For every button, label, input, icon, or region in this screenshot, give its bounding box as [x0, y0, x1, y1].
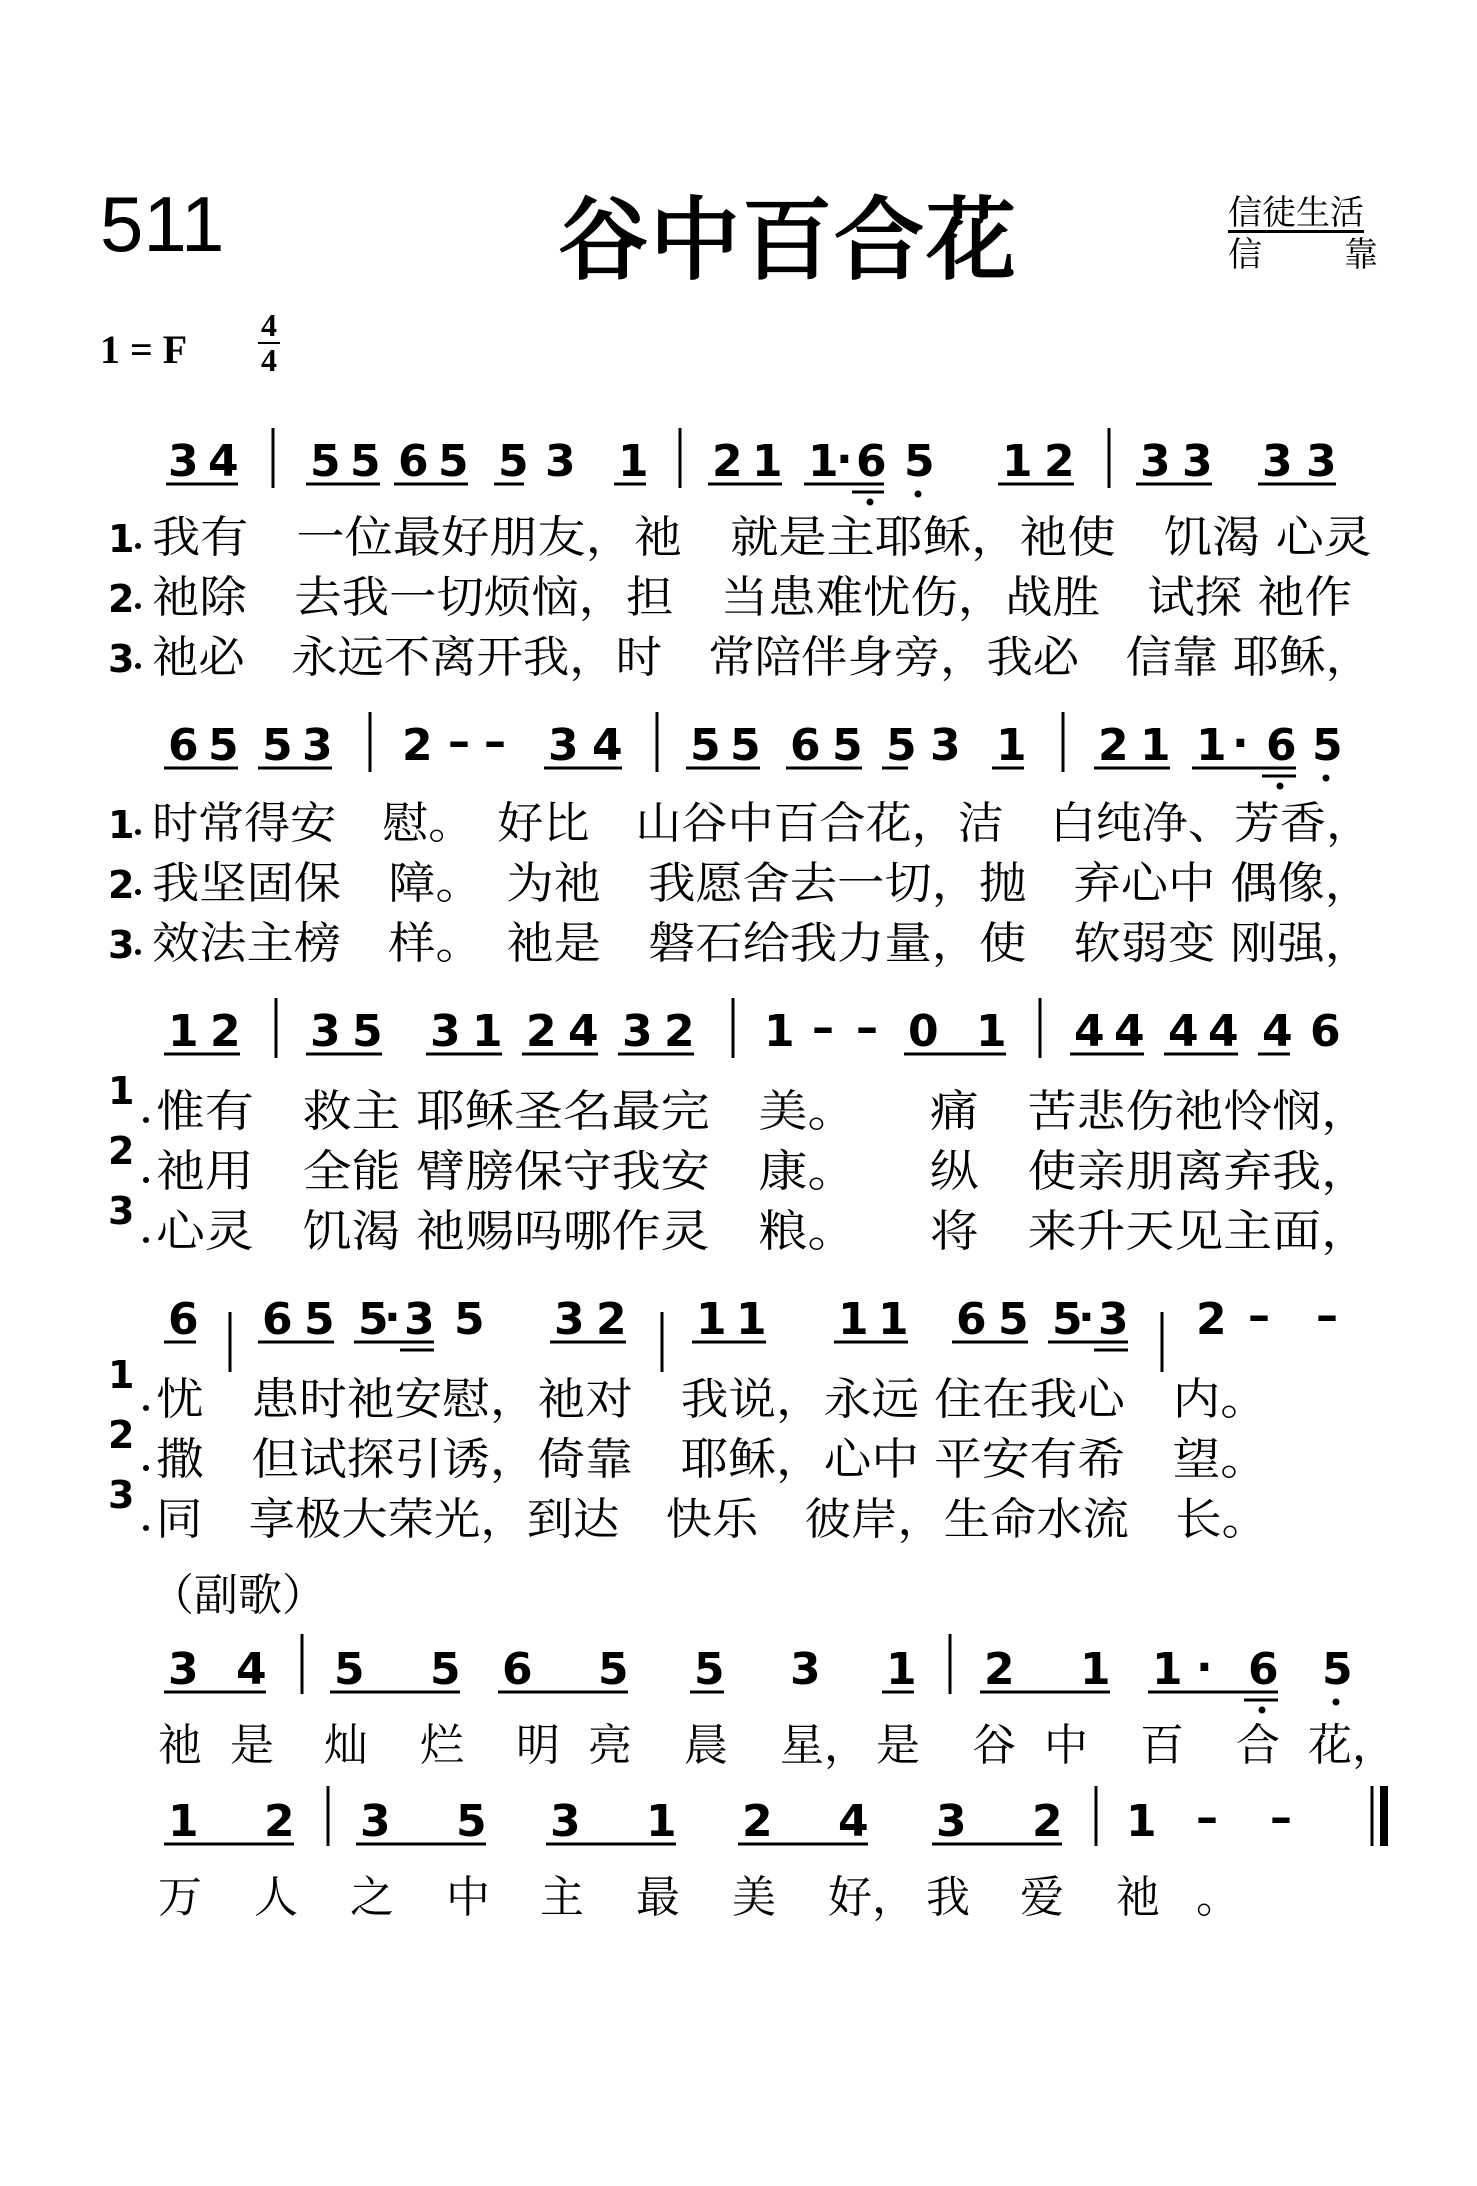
notation-row-2	[164, 712, 1343, 790]
octave-dot	[1259, 1707, 1266, 1714]
note: 3	[622, 1006, 653, 1057]
verse-dot	[143, 1117, 149, 1123]
note: 5	[730, 720, 761, 771]
lyric-line: 心灵 饥渴 祂赐吗哪作灵 粮。 将 来升天见主面，	[156, 1206, 1370, 1257]
lyric-line: 祂用 全能 臂膀保守我安 康。 纵 使亲朋离弃我，	[156, 1146, 1370, 1197]
dot: ·	[1196, 1642, 1213, 1693]
note: 6	[1248, 1644, 1279, 1695]
note: 4	[592, 720, 623, 771]
note: 1	[1126, 1796, 1157, 1847]
note: 6	[956, 1294, 987, 1345]
note: 3	[1262, 436, 1293, 487]
lyric-line: 我坚固保 障。 为祂 我愿舍去一切，抛 弃心中 偶像，	[152, 858, 1372, 909]
note: 2	[402, 720, 433, 771]
lyric-line: 我有 一位最好朋友，祂 就是主耶稣，祂使 饥渴 心灵	[152, 512, 1372, 563]
note: 4	[1208, 1006, 1239, 1057]
notation-row-3	[164, 998, 1341, 1058]
note: 3	[168, 436, 199, 487]
note: 3	[1306, 436, 1337, 487]
chorus-lyrics-2	[158, 1872, 1240, 1923]
verse-dot	[143, 1465, 149, 1471]
note: 1	[646, 1796, 677, 1847]
dash: –	[1248, 1290, 1270, 1341]
note: 5	[998, 1294, 1029, 1345]
category-char: 靠	[1344, 235, 1378, 275]
dot: ·	[1078, 1292, 1095, 1343]
lyric-line: 忧 患时祂安慰，祂对 我说，永远 住在我心 内。	[156, 1374, 1268, 1425]
lyric: 美	[732, 1872, 776, 1923]
note: 3	[930, 720, 961, 771]
lyric: 亮	[588, 1720, 632, 1771]
note: 3	[360, 1796, 391, 1847]
note: 2	[664, 1006, 695, 1057]
lyric: 祂	[158, 1720, 202, 1771]
note: 3	[554, 1294, 585, 1345]
lyric-line: 效法主榜 样。 祂是 磐石给我力量，使 软弱变 刚强，	[152, 918, 1372, 969]
note: 1	[472, 1006, 503, 1057]
note: 3	[1182, 436, 1213, 487]
lyric: 是	[876, 1720, 920, 1771]
octave-dot	[1277, 783, 1284, 790]
note: 5	[1312, 720, 1343, 771]
note: 5	[694, 1644, 725, 1695]
lyric: 谷	[972, 1720, 1016, 1771]
note: 2	[1196, 1294, 1227, 1345]
lyric: 主	[540, 1872, 584, 1923]
note: 1	[696, 1294, 727, 1345]
note: 4	[1262, 1006, 1293, 1057]
verse-number: 2	[108, 1413, 135, 1457]
note: 1	[1196, 720, 1227, 771]
verse-dot	[143, 1177, 149, 1183]
note: 3	[404, 1294, 435, 1345]
lyric: 灿	[324, 1720, 368, 1771]
note: 5	[438, 436, 469, 487]
note: 3	[550, 1796, 581, 1847]
octave-dot	[915, 491, 922, 498]
lyric: 星，	[780, 1720, 868, 1771]
note: 1	[878, 1294, 909, 1345]
dash: –	[1316, 1290, 1338, 1341]
verse-dot	[143, 1237, 149, 1243]
verse-number: 1	[108, 1069, 135, 1113]
hymn-source: 信徒生活	[1228, 193, 1364, 233]
note: 3	[936, 1796, 967, 1847]
note: 4	[1114, 1006, 1145, 1057]
note: 2	[742, 1796, 773, 1847]
note: 5	[498, 436, 529, 487]
dash: –	[448, 716, 470, 767]
note: 5	[334, 1644, 365, 1695]
note: 2	[1044, 436, 1075, 487]
note: 2	[526, 1006, 557, 1057]
verse-number: 1	[108, 803, 135, 847]
lyric: 合	[1236, 1720, 1280, 1771]
octave-dot	[1333, 1699, 1340, 1706]
note: 4	[838, 1796, 869, 1847]
note: 5	[350, 436, 381, 487]
note: 1	[752, 436, 783, 487]
note: 1	[1002, 436, 1033, 487]
verse-dot	[135, 663, 141, 669]
note: 5	[886, 720, 917, 771]
note: 2	[1032, 1796, 1063, 1847]
dot: ·	[836, 434, 853, 485]
lyric: 爱	[1020, 1872, 1064, 1923]
verse-number: 3	[108, 923, 135, 967]
note: 3	[1098, 1294, 1129, 1345]
verse-dot	[135, 889, 141, 895]
note: 3	[548, 720, 579, 771]
note: 3	[790, 1644, 821, 1695]
note: 1	[1140, 720, 1171, 771]
note: 3	[168, 1644, 199, 1695]
lyrics-row-3	[108, 1069, 1370, 1257]
verse-dot	[143, 1405, 149, 1411]
note: 6	[856, 436, 887, 487]
lyric: 中	[446, 1872, 490, 1923]
verse-number: 2	[108, 863, 135, 907]
dot: ·	[1232, 718, 1249, 769]
lyrics-row-1	[108, 512, 1372, 683]
dash: –	[1270, 1792, 1292, 1843]
verse-dot	[135, 543, 141, 549]
note: 5	[310, 436, 341, 487]
note: 5	[690, 720, 721, 771]
note: 2	[210, 1006, 241, 1057]
note: 6	[502, 1644, 533, 1695]
chorus-label: （副歌）	[150, 1570, 326, 1621]
note: 4	[1168, 1006, 1199, 1057]
note: 1	[996, 720, 1027, 771]
note: 1	[764, 1006, 795, 1057]
note: 4	[568, 1006, 599, 1057]
lyric: 烂	[420, 1720, 464, 1771]
chorus-notation-2	[164, 1786, 1384, 1847]
note: 1	[1152, 1644, 1183, 1695]
note: 6	[398, 436, 429, 487]
verse-number: 3	[108, 1473, 135, 1517]
note: 5	[262, 720, 293, 771]
note: 5	[456, 1796, 487, 1847]
note: 6	[262, 1294, 293, 1345]
hymn-title: 谷中百合花	[558, 188, 1018, 293]
note: 5	[304, 1294, 335, 1345]
lyric: 百	[1140, 1720, 1184, 1771]
lyric: 晨	[684, 1720, 728, 1771]
dash: –	[856, 1002, 878, 1053]
note: 1	[1080, 1644, 1111, 1695]
time-signature-bottom: 4	[261, 342, 277, 379]
lyric: 我	[926, 1872, 970, 1923]
note: 6	[790, 720, 821, 771]
dash: –	[1196, 1792, 1218, 1843]
note: 1	[168, 1006, 199, 1057]
note: 1	[168, 1796, 199, 1847]
note: 1	[736, 1294, 767, 1345]
verse-number: 3	[108, 1189, 135, 1233]
note: 2	[712, 436, 743, 487]
note: 3	[1140, 436, 1171, 487]
notation-row-1	[166, 428, 1337, 506]
time-signature-top: 4	[261, 307, 277, 343]
note: 1	[838, 1294, 869, 1345]
lyric: 花，	[1308, 1720, 1396, 1771]
note: 5	[352, 1006, 383, 1057]
note: 2	[596, 1294, 627, 1345]
note: 4	[236, 1644, 267, 1695]
notation-row-4	[164, 1290, 1338, 1372]
lyric-line: 祂必 永远不离开我，时 常陪伴身旁，我必 信靠 耶稣，	[152, 632, 1372, 683]
verse-number: 2	[108, 577, 135, 621]
note: 6	[168, 720, 199, 771]
note: 1	[976, 1006, 1007, 1057]
note: 5	[598, 1644, 629, 1695]
lyrics-row-4	[108, 1353, 1268, 1545]
note: 2	[264, 1796, 295, 1847]
lyric-line: 祂除 去我一切烦恼，担 当患难忧伤，战胜 试探 祂作	[152, 572, 1352, 623]
note: 3	[310, 1006, 341, 1057]
verse-number: 1	[108, 517, 135, 561]
note: 1	[618, 436, 649, 487]
lyrics-row-2	[108, 798, 1372, 969]
octave-dot	[1323, 775, 1330, 782]
verse-dot	[143, 1525, 149, 1531]
note: 5	[454, 1294, 485, 1345]
lyric: 好，	[828, 1872, 916, 1923]
dash: –	[484, 716, 506, 767]
note: 2	[1098, 720, 1129, 771]
note: 3	[302, 720, 333, 771]
lyric-line: 时常得安 慰。 好比 山谷中百合花，洁 白纯净、芳香，	[152, 798, 1372, 849]
note: 5	[904, 436, 935, 487]
lyric-line: 撒 但试探引诱，倚靠 耶稣，心中 平安有希 望。	[156, 1434, 1268, 1485]
lyric: 万	[158, 1872, 202, 1923]
verse-number: 3	[108, 637, 135, 681]
verse-dot	[135, 603, 141, 609]
octave-dot	[867, 499, 874, 506]
note: 2	[984, 1644, 1015, 1695]
lyric: 。	[1196, 1872, 1240, 1923]
note: 6	[1266, 720, 1297, 771]
note: 5	[358, 1294, 389, 1345]
lyric: 中	[1044, 1720, 1088, 1771]
note: 5	[1322, 1644, 1353, 1695]
note: 1	[886, 1644, 917, 1695]
note: 3	[430, 1006, 461, 1057]
key-signature: 1 = F	[100, 327, 188, 372]
note: 6	[168, 1294, 199, 1345]
lyric: 最	[636, 1872, 680, 1923]
note: 0	[908, 1006, 939, 1057]
lyric-line: 惟有 救主 耶稣圣名最完 美。 痛 苦悲伤祂怜悯，	[156, 1086, 1370, 1137]
lyric-line: 同 享极大荣光，到达 快乐 彼岸，生命水流 长。	[156, 1494, 1268, 1545]
note: 3	[545, 436, 576, 487]
lyric: 是	[230, 1720, 274, 1771]
note: 5	[832, 720, 863, 771]
verse-number: 2	[108, 1129, 135, 1173]
verse-dot	[135, 949, 141, 955]
dot: ·	[384, 1292, 401, 1343]
lyric: 祂	[1116, 1872, 1160, 1923]
note: 5	[430, 1644, 461, 1695]
chorus-notation-1	[164, 1634, 1353, 1714]
chorus-lyrics-1	[158, 1720, 1396, 1771]
lyric: 明	[516, 1720, 560, 1771]
verse-number: 1	[108, 1353, 135, 1397]
lyric: 之	[350, 1872, 394, 1923]
note: 6	[1310, 1006, 1341, 1057]
dash: –	[812, 1002, 834, 1053]
note: 5	[1052, 1294, 1083, 1345]
hymn-number: 511	[100, 180, 225, 268]
note: 4	[1074, 1006, 1105, 1057]
note: 5	[208, 720, 239, 771]
verse-dot	[135, 829, 141, 835]
category-char: 信	[1228, 235, 1262, 275]
note: 4	[208, 436, 239, 487]
note: 1	[808, 436, 839, 487]
lyric: 人	[254, 1872, 298, 1923]
